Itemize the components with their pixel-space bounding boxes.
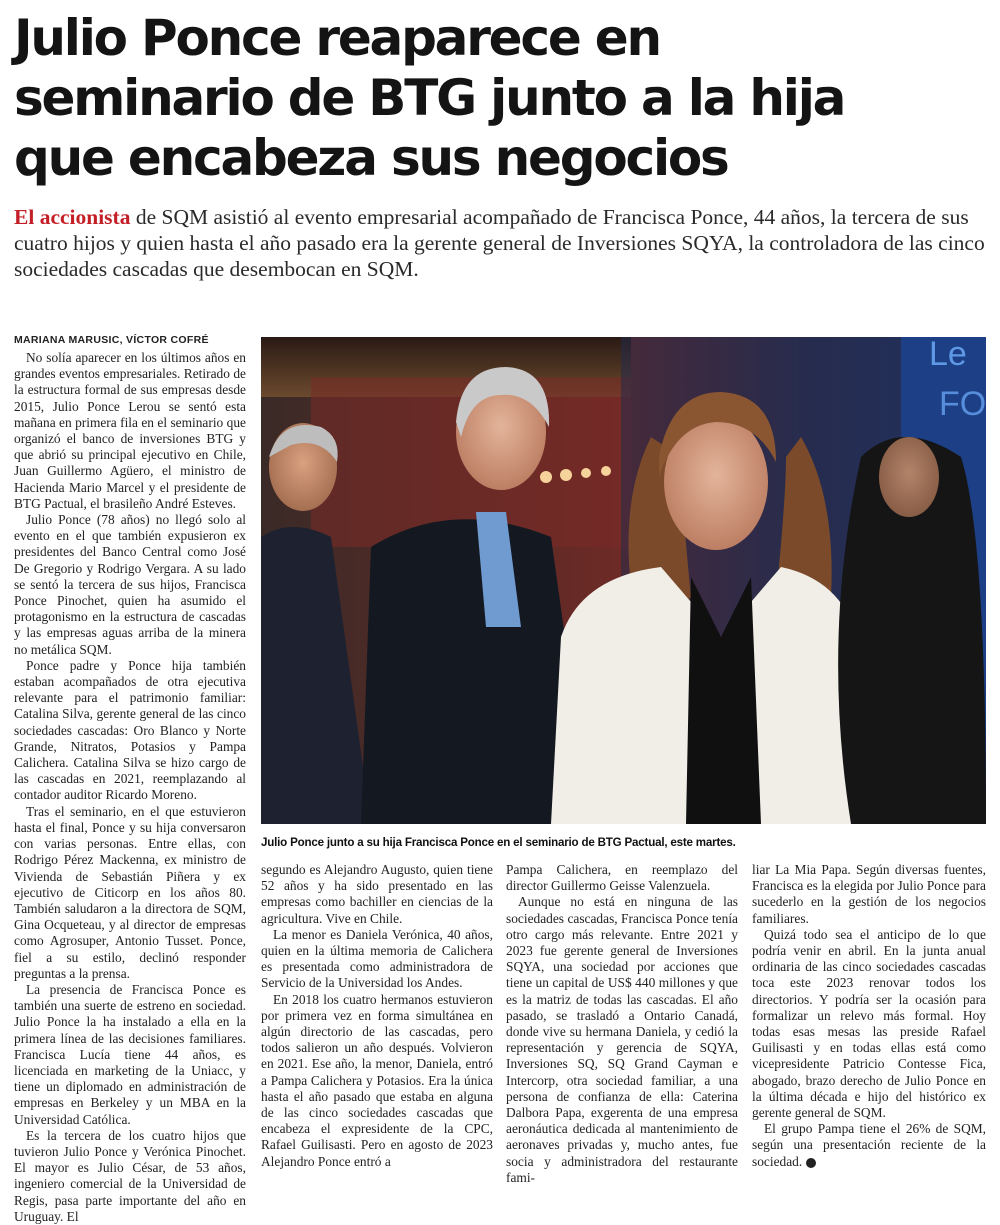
end-mark-icon: P bbox=[806, 1158, 816, 1168]
article-column-1 bbox=[14, 350, 246, 1225]
paragraph bbox=[752, 1121, 986, 1170]
paragraph: Tras el seminario, en el que estuvieron hasta el final, Ponce y su hija conversaron con varias personas. Entre ellas, con Rodrigo Pérez Mackenna, ex ministro de Vivienda de Sebastián Piñera y ex ejecutivo de Citicorp en los años 80. También saludaron a la directora de SQM, Gina Ocqueteau, y al director de empresas como Agrosuper, Antonio Tusset. Ponce, fiel a su estilo, declinó responder preguntas a la prensa. bbox=[14, 803, 246, 981]
paragraph: La presencia de Francisca Ponce es también una suerte de estreno en sociedad. Julio Ponce la ha instalado a ella en la primera línea de las decisiones familiares. Francisca Lucía tiene 44 años, es licenciada en marketing de la Uniacc, y tiene un diplomado en administración de empresas en Berkeley y un MBA en la Universidad Católica. bbox=[14, 981, 246, 1127]
paragraph-text: El grupo Pampa tiene el 26% de SQM, según una presentación reciente de la sociedad. bbox=[752, 1121, 986, 1169]
paragraph: Aunque no está en ninguna de las sociedades cascadas, Francisca Ponce tenía otro cargo más relevante. Entre 2021 y 2023 fue gerente general de Inversiones SQYA, una sociedad por acciones que tiene un capital de US$ 440 millones y que es la matriz de todas las cascadas. El año pasado, se trasladó a Ontario Canadá, donde vive su hermana Daniela, y cedió la representación y gerencia de SQYA, Inversiones SQ, SQ Grand Cayman e Intercorp, otra sociedad familiar, a una persona de confianza de ella: Caterina Dalbora Papa, exgerenta de una empresa aeronáutica dedicada al mantenimiento de aeronaves privadas y, mucho antes, fue socia y administradora del restaurante fami- bbox=[506, 894, 738, 1185]
photo-illustration bbox=[261, 337, 986, 824]
headline bbox=[14, 8, 984, 188]
lead-kicker: El accionista bbox=[14, 205, 131, 229]
paragraph: Es la tercera de los cuatro hijos que tuvieron Julio Ponce y Verónica Pinochet. El mayor es Julio César, de 53 años, ingeniero comercial de la Universidad de Regis, pasa parte importante del año en Uruguay. El bbox=[14, 1127, 246, 1224]
lead-text: de SQM asistió al evento empresarial acompañado de Francisca Ponce, 44 años, la tercera de sus cuatro hijos y quien hasta el año pasado era la gerente general de Inversiones SQYA, la controladora de las cinco sociedades cascadas que desembocan en SQM. bbox=[14, 205, 985, 281]
paragraph: En 2018 los cuatro hermanos estuvieron por primera vez en forma simultánea en algún directorio de las cascadas, pero todos salieron un año después. Volvieron en 2021. Ese año, la menor, Daniela, entró a Pampa Calichera y Potasios. Era la única hasta el año pasado que estaba en alguna de las cinco sociedades cascadas que encabeza el expresidente de la CPC, Rafael Guilisasti. Pero en agosto de 2023 Alejandro Ponce entró a bbox=[261, 991, 493, 1169]
lead-paragraph bbox=[14, 204, 989, 282]
article-column-3 bbox=[506, 862, 738, 1186]
byline: MARIANA MARUSIC, VÍCTOR COFRÉ bbox=[14, 334, 209, 346]
paragraph: No solía aparecer en los últimos años en grandes eventos empresariales. Retirado de la estructura formal de sus empresas desde 2015, Julio Ponce Lerou se sentó esta mañana en primera fila en el seminario que organizó el banco de inversiones BTG y que abrió su principal ejecutivo en Chile, Juan Guillermo Agüero, el ministro de Hacienda Mario Marcel y el presidente de BTG Pactual, el brasileño André Esteves. bbox=[14, 350, 246, 511]
svg-text:FO: FO bbox=[939, 385, 986, 423]
article-column-4 bbox=[752, 862, 986, 1170]
headline-line: Julio Ponce reaparece en bbox=[14, 9, 660, 67]
backdrop-text: Le bbox=[929, 337, 967, 373]
article-photo bbox=[261, 337, 986, 824]
headline-line: seminario de BTG junto a la hija bbox=[14, 69, 845, 127]
article-column-2 bbox=[261, 862, 493, 1170]
paragraph: Quizá todo sea el anticipo de lo que podría venir en abril. En la junta anual ordinaria de las cinco sociedades cascadas toca este 2023 renovar todos los directorios. Y podría ser la ocasión para formalizar un relevo más formal. Hoy todas esas mesas las preside Rafael Guilisasti y en todas ellas está como vicepresidente Patricio Contesse Fica, abogado, brazo derecho de Julio Ponce en la última década e hijo del histórico ex gerente general de SQM. bbox=[752, 926, 986, 1121]
paragraph: liar La Mia Papa. Según diversas fuentes, Francisca es la elegida por Julio Ponce para sucederlo en la gestión de los negocios familiares. bbox=[752, 862, 986, 926]
paragraph: Julio Ponce (78 años) no llegó solo al evento en el que también expusieron ex presidentes del Banco Central como José De Gregorio y Rodrigo Vergara. A su lado se sentó la tercera de sus hijos, Francisca Ponce Pinochet, quien ha asumido el protagonismo en la estructura de cascadas y las empresas aguas arriba de la minera no metálica SQM. bbox=[14, 512, 246, 657]
headline-line: que encabeza sus negocios bbox=[14, 129, 728, 187]
paragraph: Ponce padre y Ponce hija también estaban acompañados de otra ejecutiva relevante para el patrimonio familiar: Catalina Silva, gerente general de las cinco sociedades cascadas: Oro Blanco y Norte Grande, Nitratos, Potasios y Pampa Calichera. Catalina Silva se hizo cargo de las cascadas en 2021, reemplazando al contador auditor Ricardo Moreno. bbox=[14, 657, 246, 803]
paragraph: La menor es Daniela Verónica, 40 años, quien en la última memoria de Calichera es presentada como administradora de Servicio de la Universidad los Andes. bbox=[261, 926, 493, 991]
photo-caption: Julio Ponce junto a su hija Francisca Ponce en el seminario de BTG Pactual, este martes. bbox=[261, 836, 736, 849]
paragraph: Pampa Calichera, en reemplazo del director Guillermo Geisse Valenzuela. bbox=[506, 862, 738, 894]
paragraph: segundo es Alejandro Augusto, quien tiene 52 años y ha sido presentado en las empresas como bachiller en ciencias de la agricultura. Vive en Chile. bbox=[261, 862, 493, 926]
